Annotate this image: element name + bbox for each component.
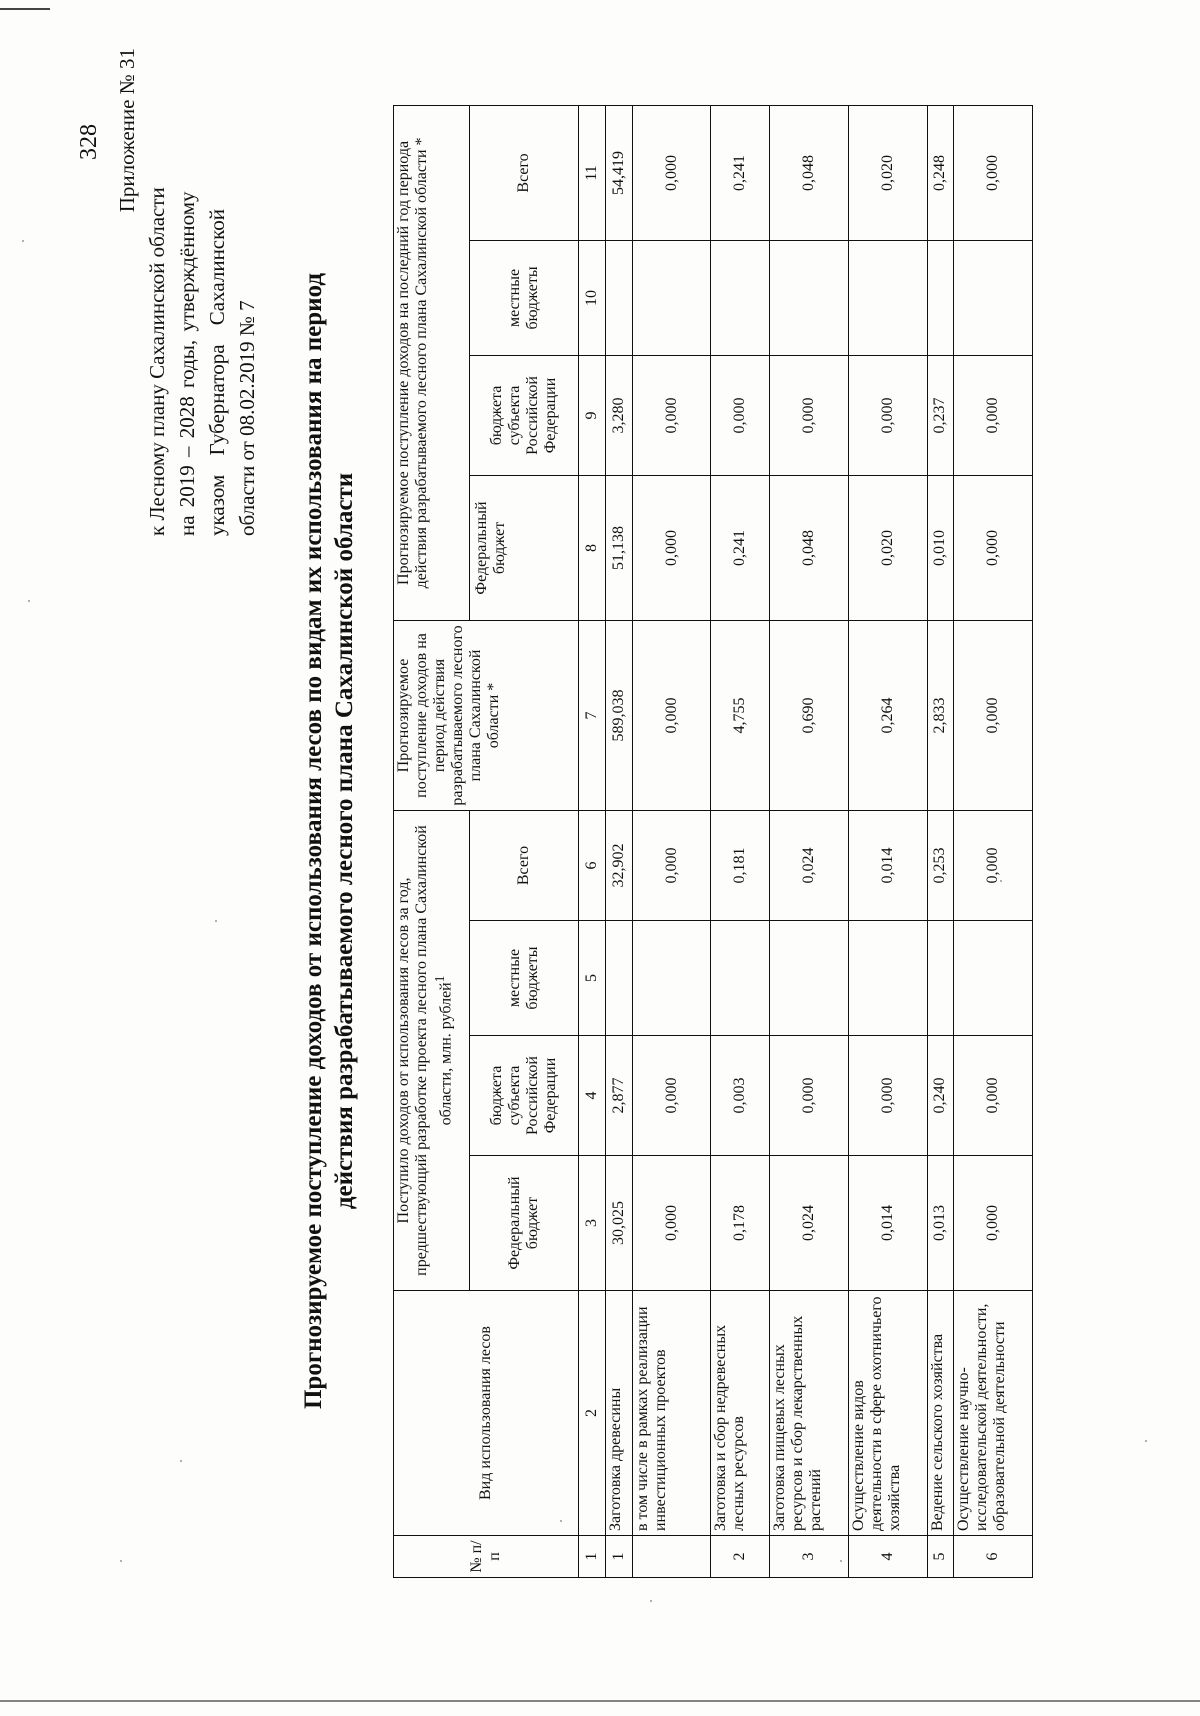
row-num: 6 — [954, 1536, 1033, 1578]
cell-subject: 0,000 — [954, 1036, 1033, 1156]
cell-forecast-period: 0,000 — [632, 620, 711, 810]
row-name: Осуществление научно-исследовательской деятельности, образовательной деятельности — [954, 1291, 1033, 1536]
appendix-line: указом Губернатора Сахалинской — [205, 208, 229, 536]
cell-federal: 0,024 — [770, 1156, 849, 1291]
row-num: 3 — [770, 1536, 849, 1578]
title-line-2: действия разрабатываемого лесного плана Сахалинской области — [331, 472, 358, 1210]
cell-local — [927, 921, 954, 1036]
header-subject-last: бюджета субъекта Российской Федерации — [470, 355, 579, 475]
appendix-line: на 2019 – 2028 годы, утверждённому — [175, 191, 199, 536]
cell-total-last: 0,020 — [848, 105, 927, 240]
table-row — [954, 105, 1033, 1577]
cell-subject: 0,000 — [848, 1036, 927, 1156]
table-row — [605, 105, 632, 1577]
table-row — [927, 105, 954, 1577]
row-name: Заготовка пищевых лесных ресурсов и сбор лекарственных растений — [770, 1291, 849, 1536]
cell-total-last: 0,241 — [711, 105, 770, 240]
header-footnote-mark: 1 — [432, 975, 447, 983]
cell-total: 0,000 — [954, 810, 1033, 920]
header-total: Всего — [470, 810, 579, 920]
cell-forecast-period: 0,690 — [770, 620, 849, 810]
table-row — [770, 105, 849, 1577]
column-number: 3 — [579, 1156, 606, 1291]
cell-forecast-period: 4,755 — [711, 620, 770, 810]
cell-federal-last: 0,000 — [954, 475, 1033, 620]
cell-total: 32,902 — [605, 810, 632, 920]
cell-subject: 0,240 — [927, 1036, 954, 1156]
cell-federal: 0,000 — [954, 1156, 1033, 1291]
cell-subject: 2,877 — [605, 1036, 632, 1156]
forecast-income-table — [393, 105, 1033, 1578]
cell-local-last — [632, 240, 711, 355]
column-number-row — [579, 105, 606, 1577]
cell-total: 0,253 — [927, 810, 954, 920]
header-received-group — [394, 810, 470, 1290]
cell-forecast-period: 2,833 — [927, 620, 954, 810]
row-name: Заготовка и сбор недревесных лесных ресурсов — [711, 1291, 770, 1536]
cell-total: 0,000 — [632, 810, 711, 920]
row-num: 4 — [848, 1536, 927, 1578]
cell-local-last — [770, 240, 849, 355]
cell-federal-last: 0,048 — [770, 475, 849, 620]
cell-local — [770, 921, 849, 1036]
appendix-line: области от 08.02.2019 № 7 — [235, 300, 259, 536]
cell-subject-last: 0,000 — [711, 355, 770, 475]
cell-federal-last: 0,241 — [711, 475, 770, 620]
table-row — [848, 105, 927, 1577]
column-number: 6 — [579, 810, 606, 920]
cell-subject-last: 0,237 — [927, 355, 954, 475]
column-number: 10 — [579, 240, 606, 355]
cell-federal-last: 0,020 — [848, 475, 927, 620]
cell-total-last: 0,000 — [632, 105, 711, 240]
appendix-block — [112, 48, 262, 536]
cell-subject: 0,000 — [632, 1036, 711, 1156]
column-number: 11 — [579, 105, 606, 240]
cell-local — [632, 921, 711, 1036]
document-title — [298, 196, 360, 1486]
cell-subject: 0,000 — [770, 1036, 849, 1156]
cell-total-last: 0,248 — [927, 105, 954, 240]
cell-total-last: 54,419 — [605, 105, 632, 240]
cell-federal: 0,013 — [927, 1156, 954, 1291]
cell-federal: 30,025 — [605, 1156, 632, 1291]
row-name: Заготовка древесины — [605, 1291, 632, 1536]
cell-total-last: 0,000 — [954, 105, 1033, 240]
cell-local — [848, 921, 927, 1036]
cell-subject-last: 3,280 — [605, 355, 632, 475]
cell-local — [605, 921, 632, 1036]
appendix-line: Приложение № 31 — [115, 48, 139, 213]
row-num — [632, 1536, 711, 1578]
cell-federal: 0,178 — [711, 1156, 770, 1291]
cell-subject-last: 0,000 — [770, 355, 849, 475]
cell-subject: 0,003 — [711, 1036, 770, 1156]
cell-local-last — [848, 240, 927, 355]
appendix-line: к Лесному плану Сахалинской области — [145, 187, 169, 536]
column-number: 8 — [579, 475, 606, 620]
cell-total: 0,181 — [711, 810, 770, 920]
header-federal: Федеральный бюджет — [470, 1156, 579, 1291]
cell-local — [711, 921, 770, 1036]
page-number: 328 — [76, 124, 102, 160]
column-number: 9 — [579, 355, 606, 475]
cell-forecast-period: 0,264 — [848, 620, 927, 810]
row-num: 5 — [927, 1536, 954, 1578]
cell-subject-last: 0,000 — [848, 355, 927, 475]
row-name: Ведение сельского хозяйства — [927, 1291, 954, 1536]
cell-total-last: 0,048 — [770, 105, 849, 240]
row-name: Осуществление видов деятельности в сфере охотничьего хозяйства — [848, 1291, 927, 1536]
header-forecast-total: Прогнозируемое поступление доходов на период действия разрабатываемого лесного плана Сахалинской области * — [394, 620, 579, 810]
cell-forecast-period: 0,000 — [954, 620, 1033, 810]
header-total-last: Всего — [470, 105, 579, 240]
header-received-text: Поступило доходов от использования лесов за год, предшествующий разработке проекта лесного плана Сахалинской области, млн. рублей — [395, 825, 455, 1276]
row-name: в том числе в рамках реализации инвестиционных проектов — [632, 1291, 711, 1536]
header-kind: Вид использования лесов — [394, 1291, 579, 1536]
column-number: 2 — [579, 1291, 606, 1536]
cell-subject-last: 0,000 — [632, 355, 711, 475]
table-row — [711, 105, 770, 1577]
column-number: 5 — [579, 921, 606, 1036]
cell-local-last — [711, 240, 770, 355]
cell-total: 0,014 — [848, 810, 927, 920]
header-local: местные бюджеты — [470, 921, 579, 1036]
cell-federal-last: 51,138 — [605, 475, 632, 620]
header-spacer — [511, 475, 578, 620]
header-num: № п/п — [394, 1536, 579, 1578]
header-subject: бюджета субъекта Российской Федерации — [470, 1036, 579, 1156]
row-num: 2 — [711, 1536, 770, 1578]
column-number: 1 — [579, 1536, 606, 1578]
header-forecast-last-group: Прогнозируемое поступление доходов на последний год периода действия разрабатываемого лесного плана Сахалинской области * — [394, 105, 470, 620]
cell-federal-last: 0,000 — [632, 475, 711, 620]
header-row-1 — [394, 105, 470, 1577]
cell-local-last — [927, 240, 954, 355]
cell-local-last — [954, 240, 1033, 355]
header-local-last: местные бюджеты — [470, 240, 579, 355]
column-number: 4 — [579, 1036, 606, 1156]
cell-total: 0,024 — [770, 810, 849, 920]
cell-subject-last: 0,000 — [954, 355, 1033, 475]
row-num: 1 — [605, 1536, 632, 1578]
column-number: 7 — [579, 620, 606, 810]
header-federal-last: Федеральный бюджет — [470, 475, 511, 620]
title-line-1: Прогнозируемое поступление доходов от использования лесов по видам их использования на период — [300, 273, 327, 1410]
cell-forecast-period: 589,038 — [605, 620, 632, 810]
table-row — [632, 105, 711, 1577]
cell-federal: 0,000 — [632, 1156, 711, 1291]
cell-federal-last: 0,010 — [927, 475, 954, 620]
cell-federal: 0,014 — [848, 1156, 927, 1291]
cell-local-last — [605, 240, 632, 355]
cell-local — [954, 921, 1033, 1036]
